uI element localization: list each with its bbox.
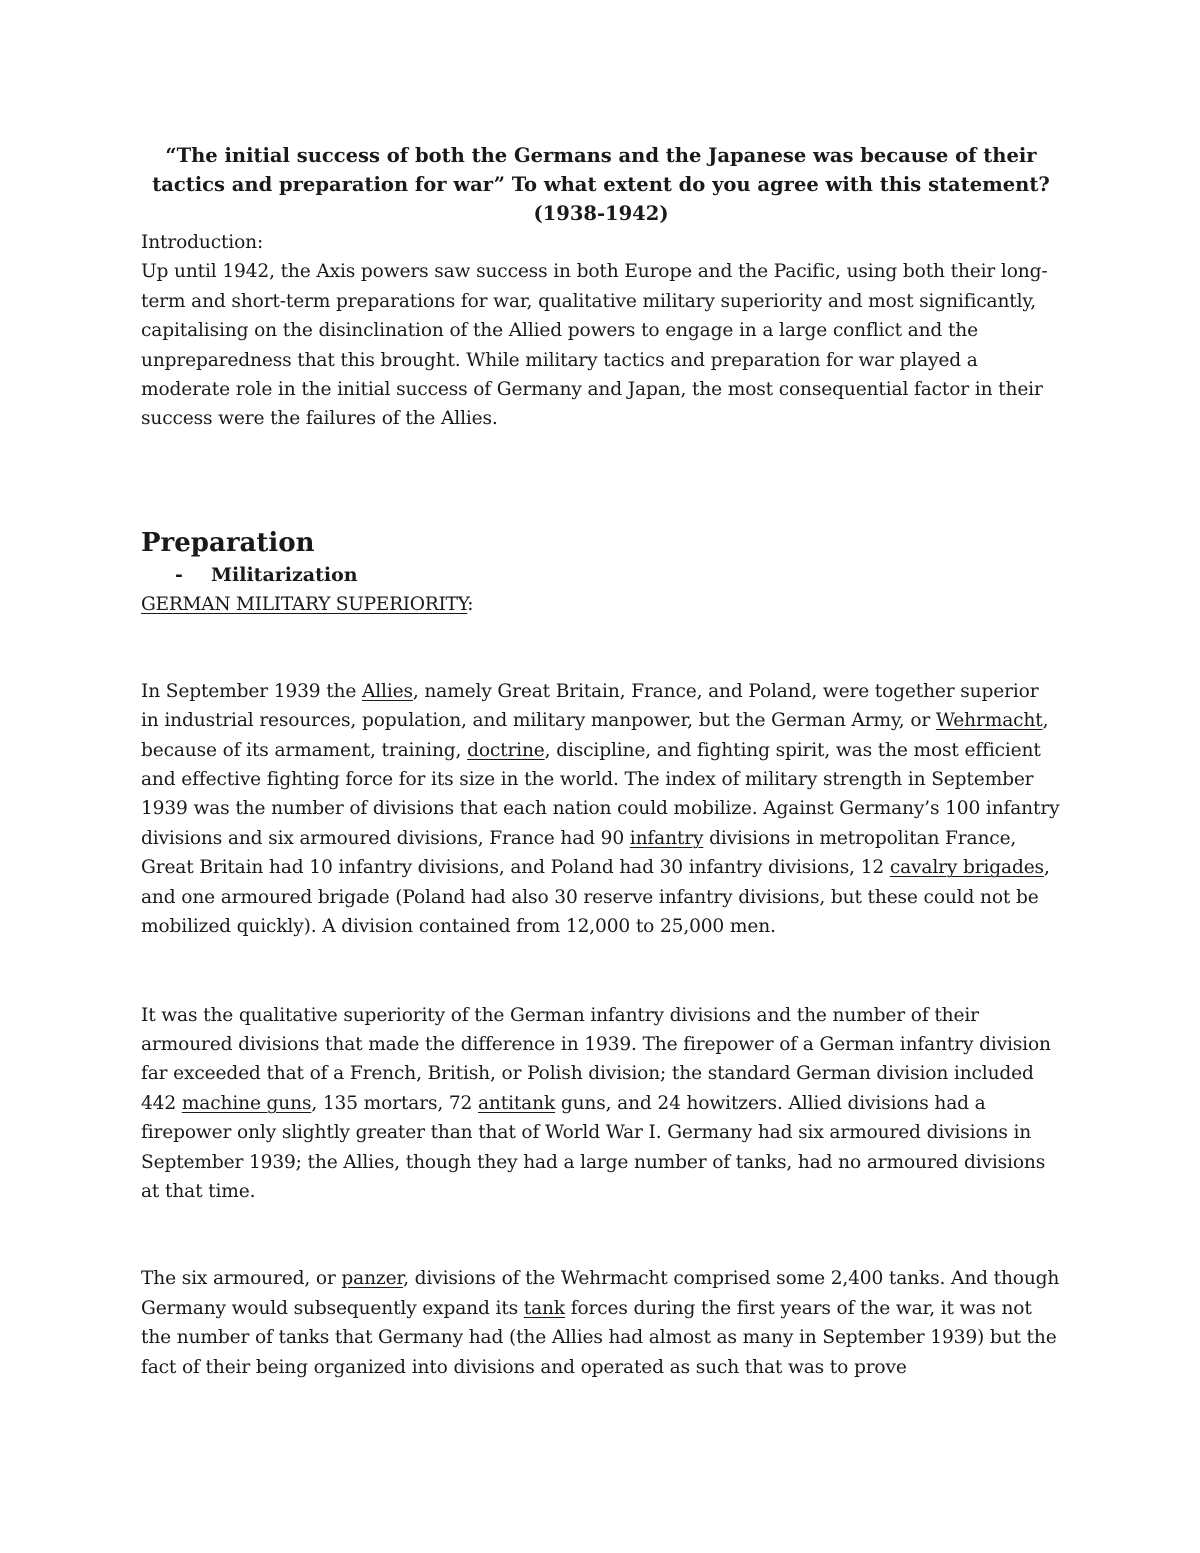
text-run: forces during the first years of the war, it was not the number of tanks that Germany had (the Allies had almost as many in September 1939) but the fact of their being organized into divisions and operated as such that was to prove — [141, 1297, 1057, 1378]
text-run: The six armoured, or — [141, 1268, 342, 1290]
paragraph-1 — [141, 677, 1061, 942]
section-heading-preparation: Preparation — [141, 527, 315, 558]
subheading-label: Militarization — [211, 563, 358, 586]
section-label — [141, 590, 1061, 619]
subheading-militarization — [141, 560, 1061, 590]
intro-paragraph: Up until 1942, the Axis powers saw success in both Europe and the Pacific, using both their long-term and short-term preparations for war, qualitative military superiority and most significantly, capitalising on the disinclination of the Allied powers to engage in a large conflict and the unpreparedness that this brought. While military tactics and preparation for war played a moderate role in the initial success of Germany and Japan, the most consequential factor in their success were the failures of the Allies. — [141, 261, 1048, 430]
link-wehrmacht[interactable]: Wehrmacht — [935, 710, 1043, 732]
link-panzer[interactable]: panzer — [341, 1268, 404, 1290]
link-machine-guns[interactable]: machine guns — [181, 1092, 312, 1114]
paragraph-3 — [141, 1264, 1061, 1382]
essay-title-line-1: “The initial success of both the Germans and the Japanese was because of their — [165, 144, 1037, 167]
link-tank[interactable]: tank — [523, 1297, 565, 1319]
text-run: , because of its armament, training, — [141, 710, 1049, 761]
link-antitank[interactable]: antitank — [477, 1092, 556, 1114]
link-infantry[interactable]: infantry — [629, 827, 704, 849]
text-run: In September 1939 the — [141, 680, 362, 702]
subheading-list — [141, 560, 1061, 590]
text-run: , divisions of the Wehrmacht comprised some 2,400 tanks. And though Germany would subsequently expand its — [141, 1268, 1060, 1319]
section-label-text: GERMAN MILITARY SUPERIORITY — [141, 593, 468, 615]
text-run: , discipline, and fighting spirit, was the most efficient and effective fighting force for its size in the world. The index of military strength in September 1939 was the number of divisions that each nation could mobilize. Against Germany’s 100 infantry divisions and six armoured divisions, France had 90 — [141, 739, 1060, 849]
link-allies[interactable]: Allies — [361, 680, 413, 702]
text-run: divisions in metropolitan France, Great Britain had 10 infantry divisions, and Poland had 30 infantry divisions, 12 — [141, 827, 1017, 879]
intro-label: Introduction: — [141, 232, 264, 253]
text-run: , 135 mortars, 72 — [311, 1092, 478, 1114]
bullet-dash: - — [175, 563, 183, 586]
text-run: , and one armoured brigade (Poland had also 30 reserve infantry divisions, but these could not be mobilized quickly). A division contained from 12,000 to 25,000 men. — [141, 857, 1050, 938]
text-run: , namely Great Britain, France, and Poland, were together superior in industrial resources, population, and military manpower, but the German Army, or — [141, 680, 1039, 732]
section-label-suffix: : — [467, 593, 474, 615]
text-run: guns, and 24 howitzers. Allied divisions had a firepower only slightly greater than that of World War I. Germany had six armoured divisions in September 1939; the Allies, though they had a large number of tanks, had no armoured divisions at that time. — [141, 1092, 1046, 1202]
essay-title-line-2: tactics and preparation for war” To what extent do you agree with this statement? — [152, 173, 1050, 196]
essay-title — [141, 141, 1061, 228]
text-run: It was the qualitative superiority of the German infantry divisions and the number of their armoured divisions that made the difference in 1939. The firepower of a German infantry division far exceeded that of a French, British, or Polish division; the standard German division included 442 — [141, 1004, 1051, 1114]
link-cavalry-brigades[interactable]: cavalry brigades — [889, 857, 1044, 879]
link-doctrine[interactable]: doctrine — [467, 739, 545, 761]
document-body — [141, 141, 1061, 1382]
essay-title-line-3: (1938-1942) — [533, 202, 669, 225]
paragraph-2 — [141, 1001, 1061, 1207]
